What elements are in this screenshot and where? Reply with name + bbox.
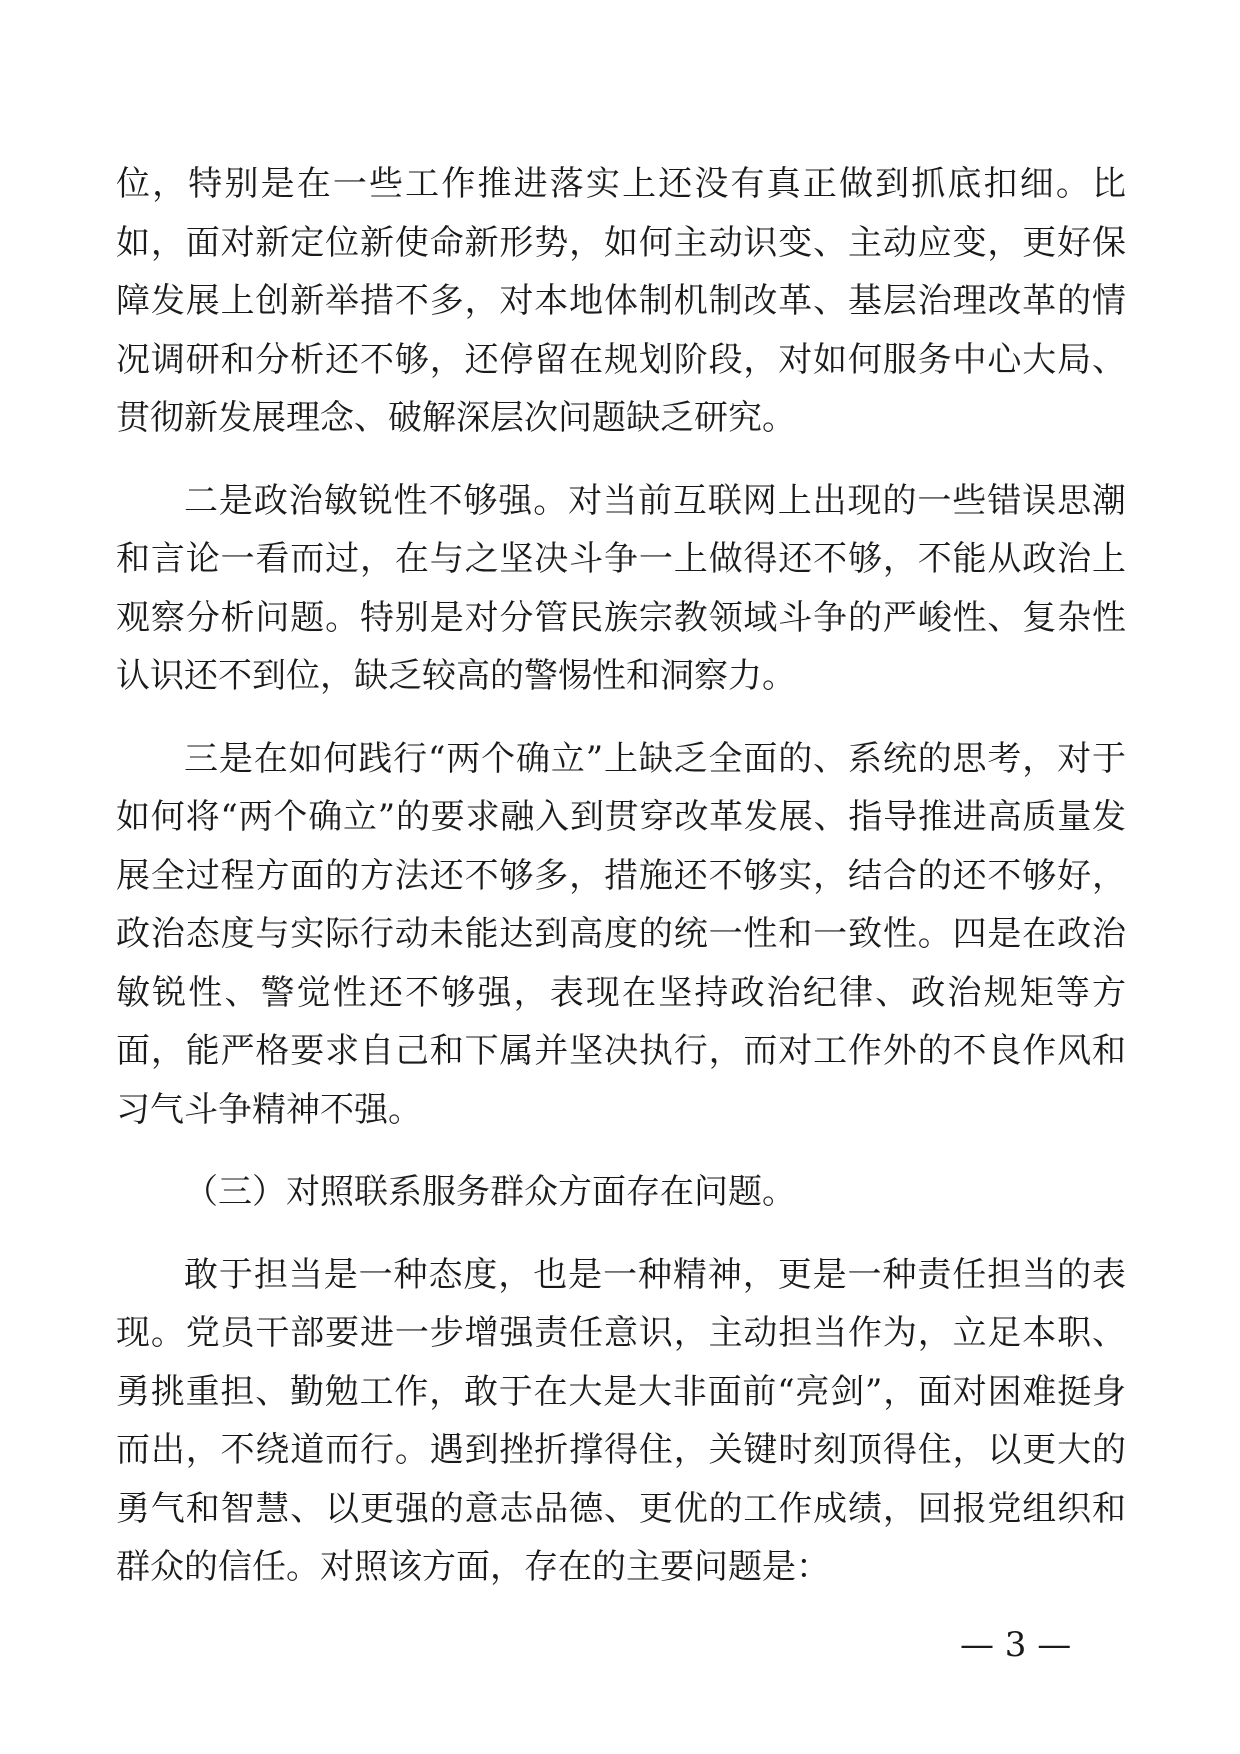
- paragraph-political-sensitivity: 二是政治敏锐性不够强。对当前互联网上出现的一些错误思潮和言论一看而过，在与之坚决斗争一上做得还不够，不能从政治上观察分析问题。特别是对分管民族宗教领域斗争的严峻性、复杂性认识还不到位，缺乏较高的警惕性和洞察力。: [116, 480, 1126, 696]
- paragraph-continued: 位，特别是在一些工作推进落实上还没有真正做到抓底扣细。比如，面对新定位新使命新形势，如何主动识变、主动应变，更好保障发展上创新举措不多，对本地体制机制改革、基层治理改革的情况调研和分析还不够，还停留在规划阶段，对如何服务中心大局、贯彻新发展理念、破解深层次问题缺乏研究。: [116, 164, 1126, 438]
- document-body: [116, 155, 1126, 1597]
- paragraph-responsibility: 敢于担当是一种态度，也是一种精神，更是一种责任担当的表现。党员干部要进一步增强责任意识，主动担当作为，立足本职、勇挑重担、勤勉工作，敢于在大是大非面前“亮剑”，面对困难挺身而出，不绕道而行。遇到挫折撑得住，关键时刻顶得住，以更大的勇气和智慧、以更强的意志品德、更优的工作成绩，回报党组织和群众的信任。对照该方面，存在的主要问题是：: [116, 1254, 1126, 1587]
- section-heading-three: （三）对照联系服务群众方面存在问题。: [184, 1172, 796, 1212]
- page-number: — 3 —: [960, 1625, 1072, 1665]
- paragraph-two-establishments: 三是在如何践行“两个确立”上缺乏全面的、系统的思考，对于如何将“两个确立”的要求融入到贯穿改革发展、指导推进高质量发展全过程方面的方法还不够多，措施还不够实，结合的还不够好，政治态度与实际行动未能达到高度的统一性和一致性。四是在政治敏锐性、警觉性还不够强，表现在坚持政治纪律、政治规矩等方面，能严格要求自己和下属并坚决执行，而对工作外的不良作风和习气斗争精神不强。: [116, 738, 1126, 1130]
